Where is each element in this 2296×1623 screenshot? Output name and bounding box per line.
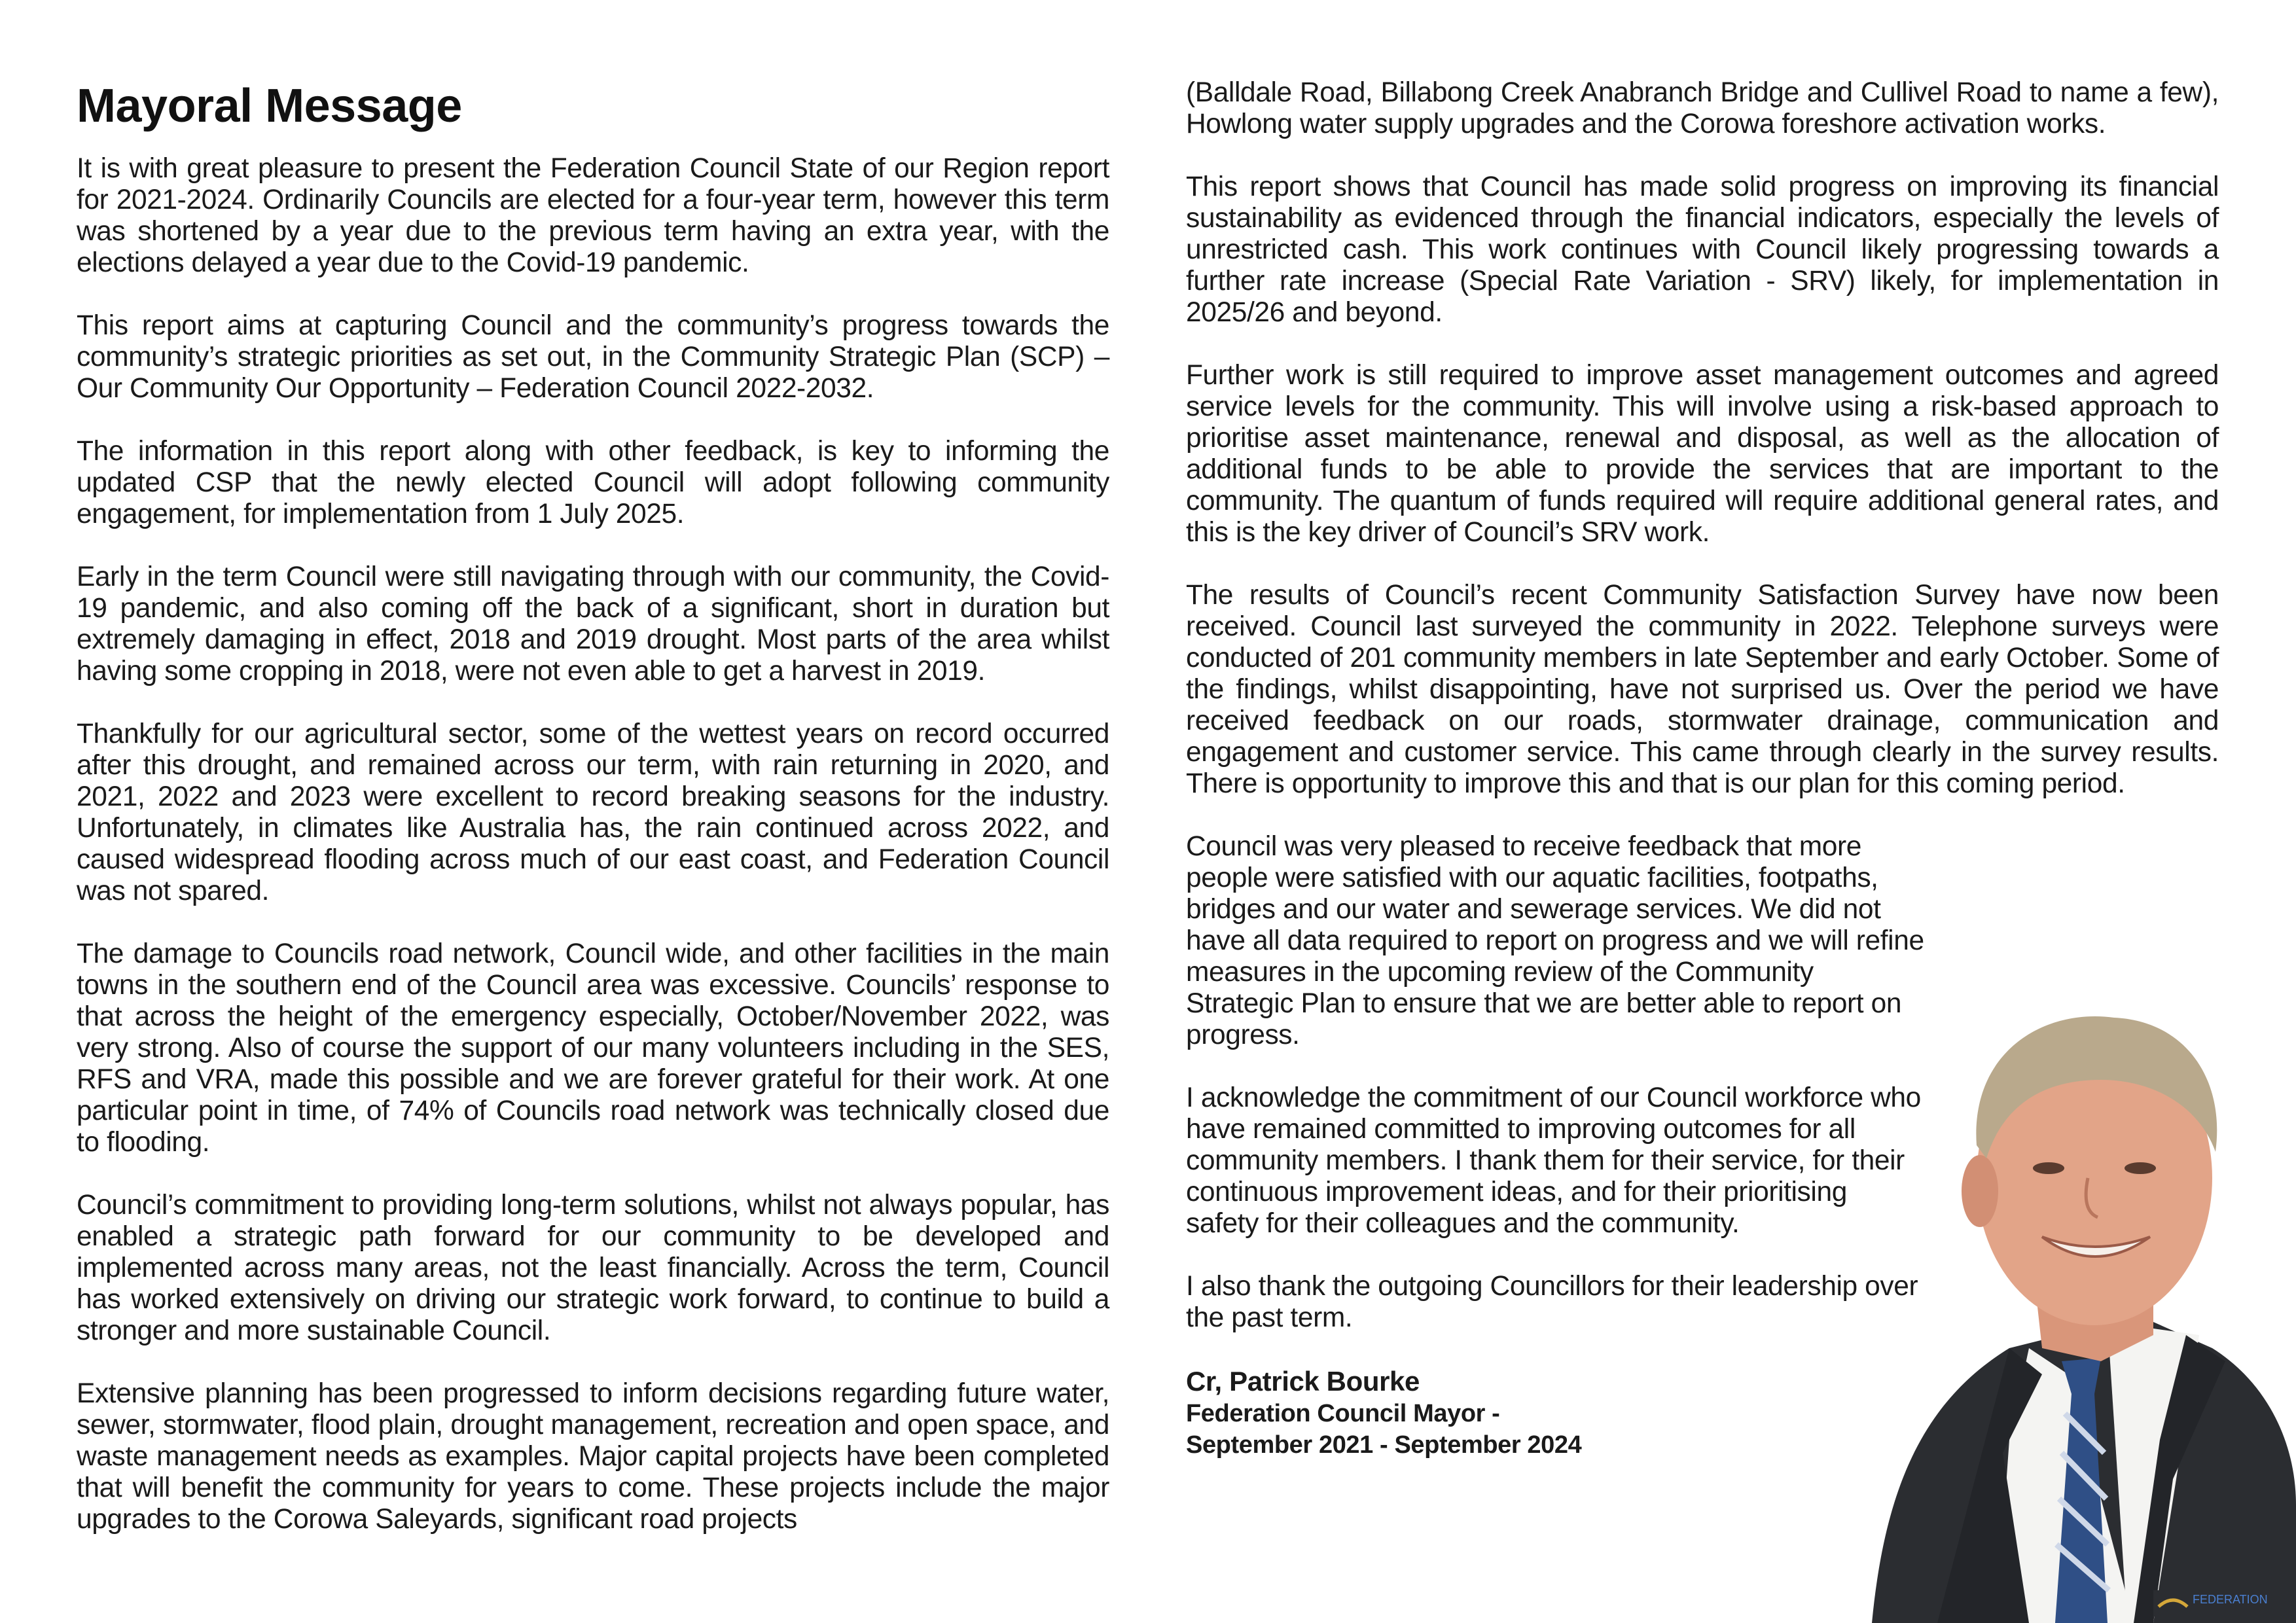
body-paragraph: This report aims at capturing Council and the community’s progress towards the community’s strategic priorities as set out, in the Community Strategic Plan (SCP) – Our Community Our Opportunity – Federation Council 2022-2032. bbox=[77, 310, 1109, 404]
body-paragraph: Extensive planning has been progressed to inform decisions regarding future water, sewer, stormwater, flood plain, drought management, recreation and open space, and waste management needs as examples. Major capital projects have been completed that will benefit the community for years to come. These projects include the major upgrades to the Corowa Saleyards, significant road projects bbox=[77, 1378, 1109, 1535]
body-paragraph: This report shows that Council has made solid progress on improving its financial sustainability as evidenced through the financial indicators, especially the levels of unrestricted cash. This work continues with Council likely progressing towards a further rate increase (Special Rate Variation - SRV) likely, for implementation in 2025/26 and beyond. bbox=[1186, 171, 2219, 328]
body-paragraph: I also thank the outgoing Councillors for their leadership over the past term. bbox=[1186, 1271, 1918, 1333]
body-paragraph: The results of Council’s recent Community Satisfaction Survey have now been received. Council last surveyed the community in 2022. Telephone surveys were conducted of 201 community members in late September and early October. Some of the findings, whilst disappointing, have not surprised us. Over the period we have received feedback on our roads, stormwater drainage, communication and engagement and customer service. This came through clearly in the survey results. There is opportunity to improve this and that is our plan for this coming period. bbox=[1186, 580, 2219, 799]
body-paragraph: Early in the term Council were still navigating through with our community, the Covid-19 pandemic, and also coming off the back of a significant, short in duration but extremely damaging in effect, 2018 and 2019 drought. Most parts of the area whilst having some cropping in 2018, were not even able to get a harvest in 2019. bbox=[77, 562, 1109, 687]
left-column bbox=[77, 77, 1109, 1535]
body-paragraph: The damage to Councils road network, Council wide, and other facilities in the main towns in the southern end of the Council area was excessive. Councils’ response to that across the height of the emergency especially, October/November 2022, was very strong. Also of course the support of our many volunteers including in the SES, RFS and VRA, made this possible and we are forever grateful for their work. At one particular point in time, of 74% of Councils road network was technically closed due to flooding. bbox=[77, 938, 1109, 1158]
body-paragraph: The information in this report along with other feedback, is key to informing the updated CSP that the newly elected Council will adopt following community engagement, for implementation from 1 July 2025. bbox=[77, 436, 1109, 529]
body-paragraph: It is with great pleasure to present the Federation Council State of our Region report for 2021-2024. Ordinarily Councils are elected for a four-year term, however this term was shortened by a year due to the previous term having an extra year, with the elections delayed a year due to the Covid-19 pandemic. bbox=[77, 153, 1109, 278]
badge-text: FEDERATION bbox=[2193, 1593, 2268, 1606]
body-paragraph: Council was very pleased to receive feedback that more people were satisfied with our aquatic facilities, footpaths, bridges and our water and sewerage services. We did not have all data required to report on progress and we will refine measures in the upcoming review of the Community Strategic Plan to ensure that we are better able to report on progress. bbox=[1186, 831, 1924, 1050]
body-paragraph: Further work is still required to improve asset management outcomes and agreed service levels for the community. This will involve using a risk-based approach to prioritise asset maintenance, renewal and disposal, as well as the allocation of additional funds to be able to provide the services that are important to the community. The quantum of funds required will require additional general rates, and this is the key driver of Council’s SRV work. bbox=[1186, 360, 2219, 548]
body-paragraph: I acknowledge the commitment of our Council workforce who have remained committed to improving outcomes for all community members. I thank them for their service, for their continuous improvement ideas, and for their prioritising safety for their colleagues and the community. bbox=[1186, 1082, 1921, 1239]
signature-name: Cr, Patrick Bourke bbox=[1186, 1366, 1420, 1397]
signature-term: September 2021 - September 2024 bbox=[1186, 1431, 1582, 1459]
body-paragraph: Council’s commitment to providing long-term solutions, whilst not always popular, has enabled a strategic path forward for our community to be developed and implemented across many areas, not the least financially. Across the term, Council has worked extensively on driving our strategic work forward, to continue to build a stronger and more sustainable Council. bbox=[77, 1190, 1109, 1346]
body-paragraph: Thankfully for our agricultural sector, some of the wettest years on record occurred after this drought, and remained across our term, with rain returning in 2020, and 2021, 2022 and 2023 were excellent to record breaking seasons for the industry. Unfortunately, in climates like Australia has, the rain continued across 2022, and caused widespread flooding across much of our east coast, and Federation Council was not spared. bbox=[77, 719, 1109, 906]
page-title: Mayoral Message bbox=[77, 80, 462, 132]
body-paragraph: (Balldale Road, Billabong Creek Anabranch Bridge and Cullivel Road to name a few), Howlong water supply upgrades and the Corowa foreshore activation works. bbox=[1186, 77, 2219, 139]
mayor-portrait bbox=[1846, 982, 2296, 1623]
signature-role: Federation Council Mayor - bbox=[1186, 1400, 1500, 1427]
